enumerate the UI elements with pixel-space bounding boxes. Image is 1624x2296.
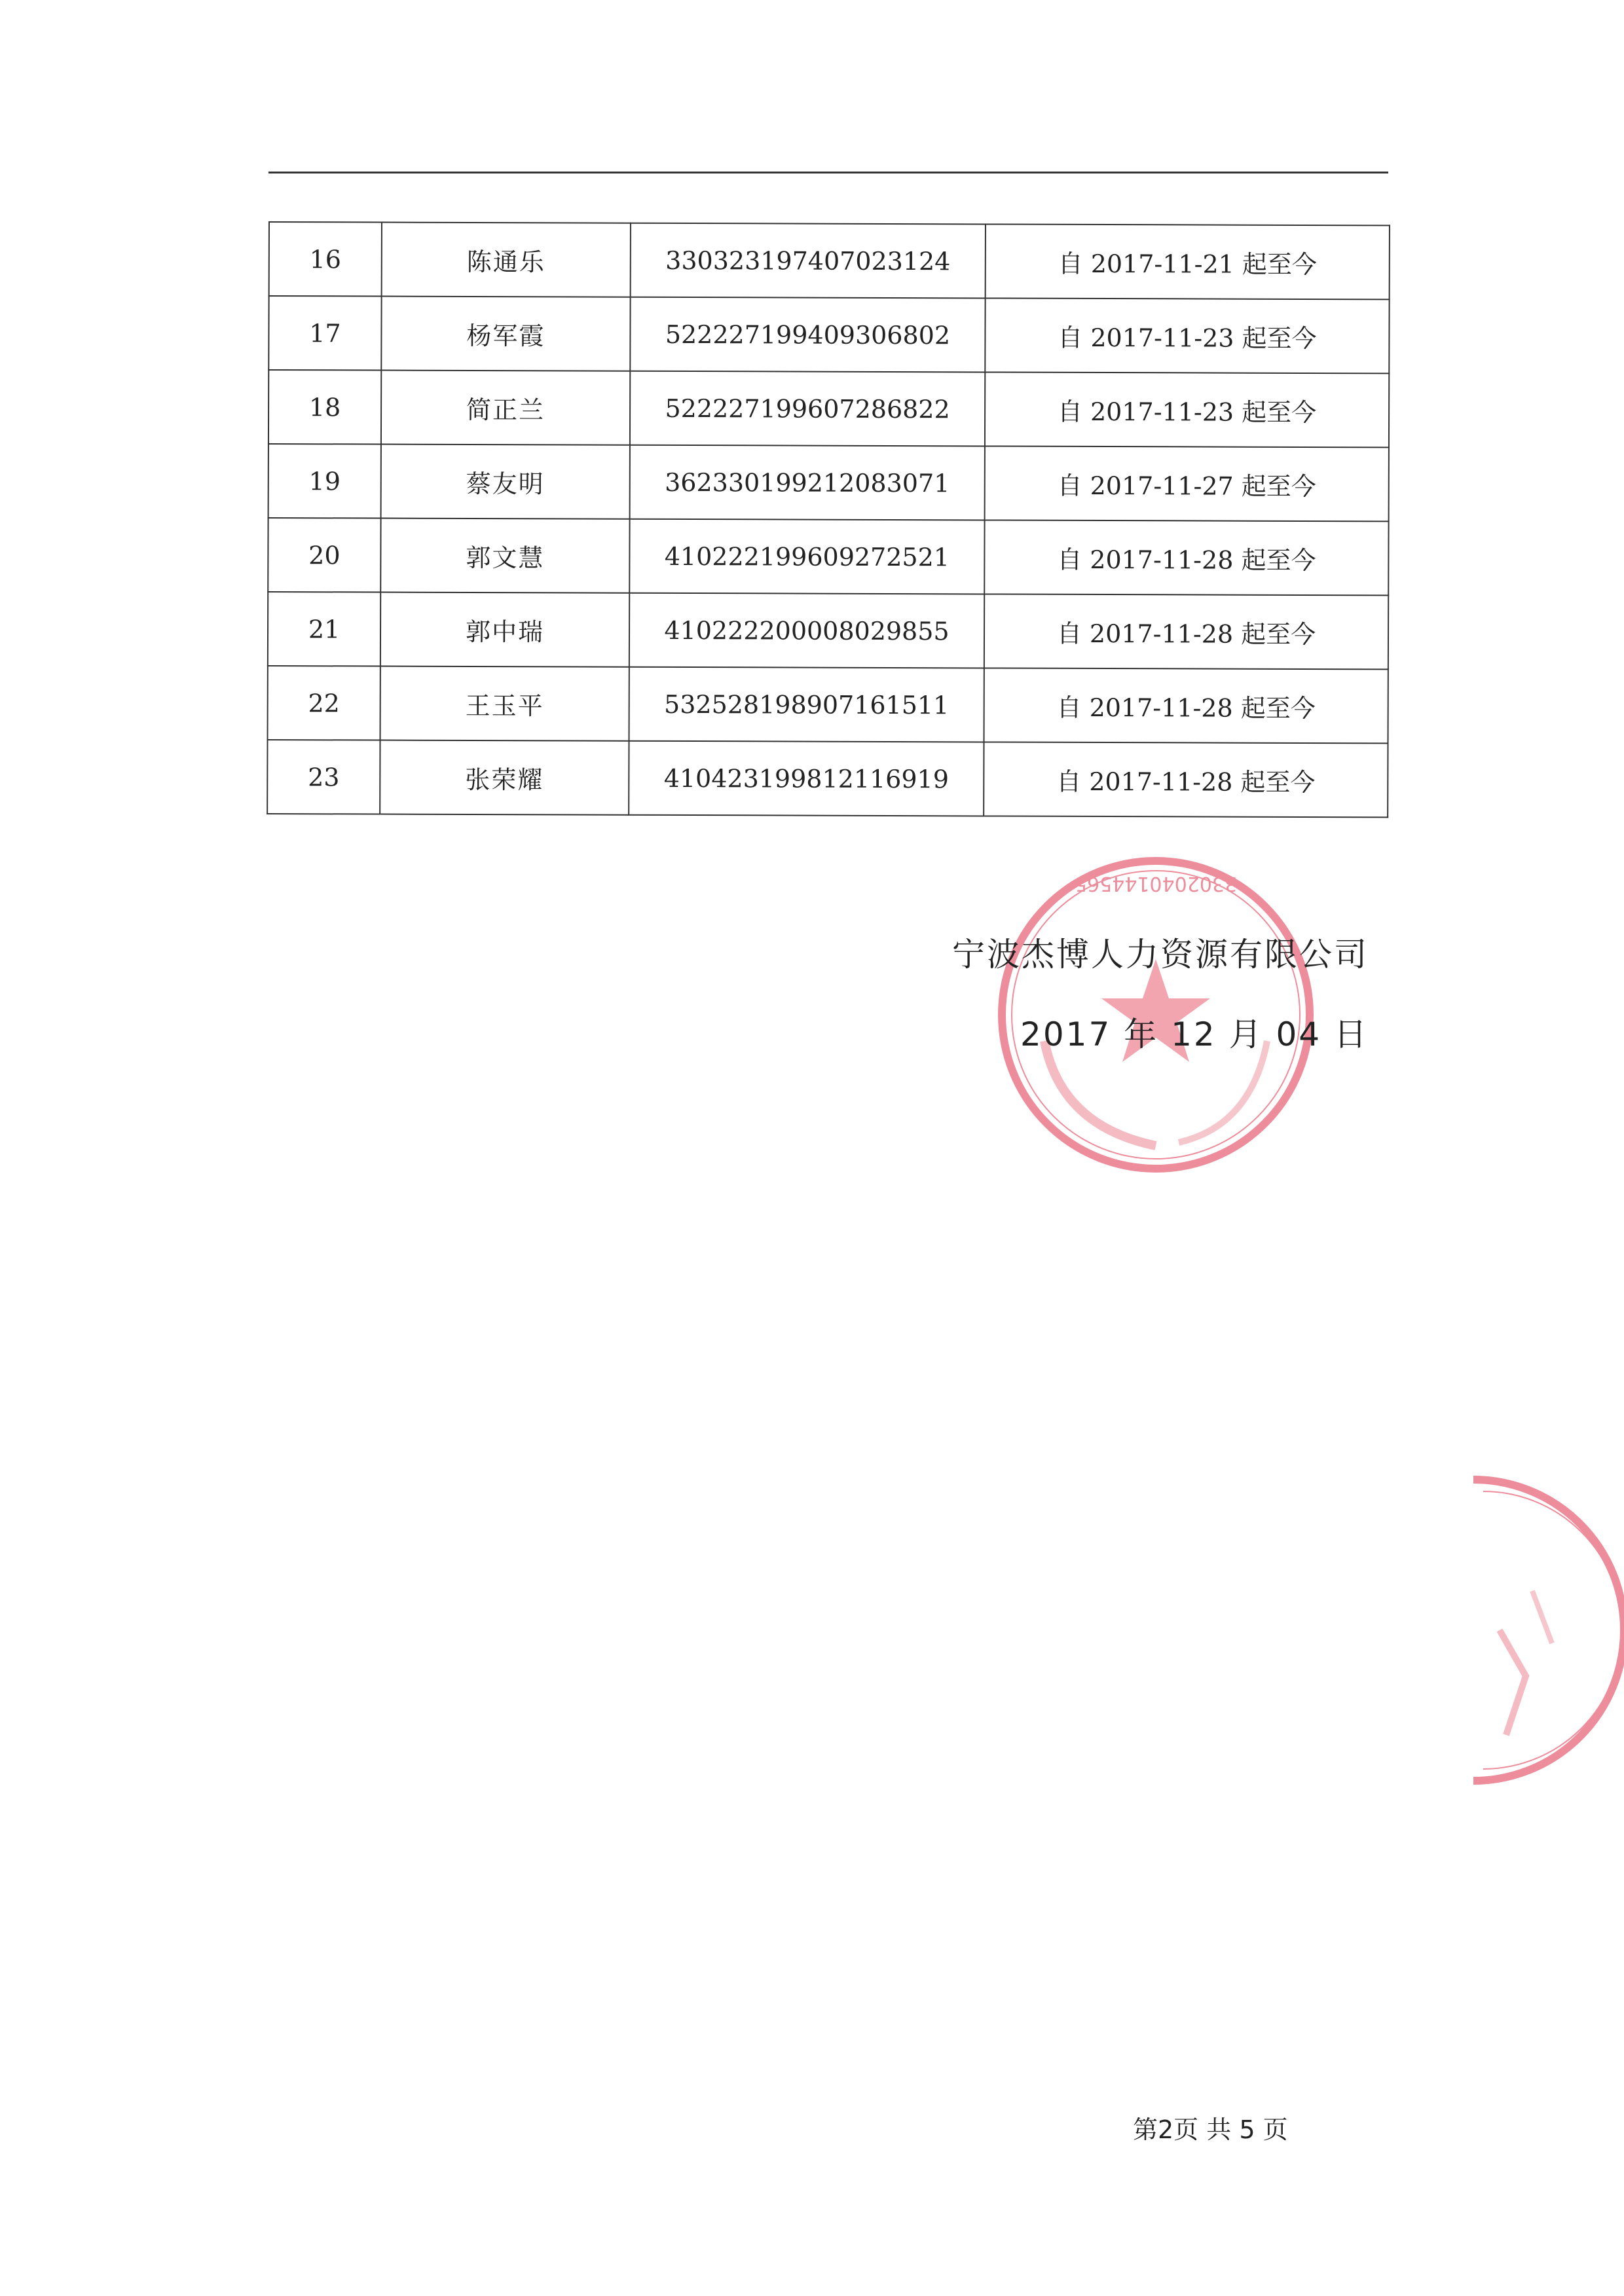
employment-period: 自 2017-11-28 起至今 xyxy=(984,668,1388,743)
employment-period: 自 2017-11-23 起至今 xyxy=(985,372,1389,447)
table-row xyxy=(267,740,1388,817)
issue-date: 2017 年 12 月 04 日 xyxy=(1020,1015,1369,1053)
table-row xyxy=(269,222,1390,299)
page-number: 第2页 共 5 页 xyxy=(1133,2115,1288,2144)
employee-name: 简正兰 xyxy=(381,371,630,445)
id-number: 532528198907161511 xyxy=(629,667,984,742)
row-index: 19 xyxy=(268,444,381,519)
table-row xyxy=(268,370,1389,447)
table-row xyxy=(268,666,1388,743)
row-index: 17 xyxy=(268,296,381,371)
id-number: 522227199409306802 xyxy=(630,297,985,373)
id-number: 410222199609272521 xyxy=(629,519,984,594)
table-row xyxy=(268,444,1389,521)
employment-period: 自 2017-11-21 起至今 xyxy=(986,224,1390,299)
row-index: 16 xyxy=(269,222,382,297)
row-index: 20 xyxy=(268,518,380,592)
employee-table xyxy=(267,221,1390,818)
row-index: 23 xyxy=(267,740,380,814)
employment-period: 自 2017-11-27 起至今 xyxy=(985,446,1389,521)
id-number: 330323197407023124 xyxy=(631,223,986,299)
id-number: 410423199812116919 xyxy=(629,741,984,816)
company-name: 宁波杰博人力资源有限公司 xyxy=(952,936,1369,974)
row-index: 18 xyxy=(268,370,381,445)
row-index: 21 xyxy=(268,592,380,666)
header-rule xyxy=(268,172,1388,173)
employee-name: 杨军霞 xyxy=(381,297,630,371)
employment-period: 自 2017-11-28 起至今 xyxy=(984,742,1388,817)
employee-table-body xyxy=(267,222,1390,817)
seal-code: 3302040144565 xyxy=(1074,872,1238,895)
employee-name: 王玉平 xyxy=(380,666,629,741)
employment-period: 自 2017-11-28 起至今 xyxy=(984,520,1388,595)
row-index: 22 xyxy=(268,666,380,740)
employee-name: 陈通乐 xyxy=(382,223,631,297)
id-number: 410222200008029855 xyxy=(629,593,984,668)
table-row xyxy=(268,592,1388,669)
employee-name: 郭文慧 xyxy=(380,519,629,593)
id-number: 522227199607286822 xyxy=(630,371,985,446)
employment-period: 自 2017-11-28 起至今 xyxy=(984,594,1388,669)
table-row xyxy=(268,518,1388,595)
edge-seal xyxy=(1375,1460,1624,1800)
employee-name: 郭中瑞 xyxy=(380,592,629,667)
employee-name: 蔡友明 xyxy=(381,445,630,519)
employee-name: 张荣耀 xyxy=(380,740,629,815)
employment-period: 自 2017-11-23 起至今 xyxy=(985,298,1389,373)
table-row xyxy=(268,296,1389,373)
id-number: 362330199212083071 xyxy=(630,445,985,520)
